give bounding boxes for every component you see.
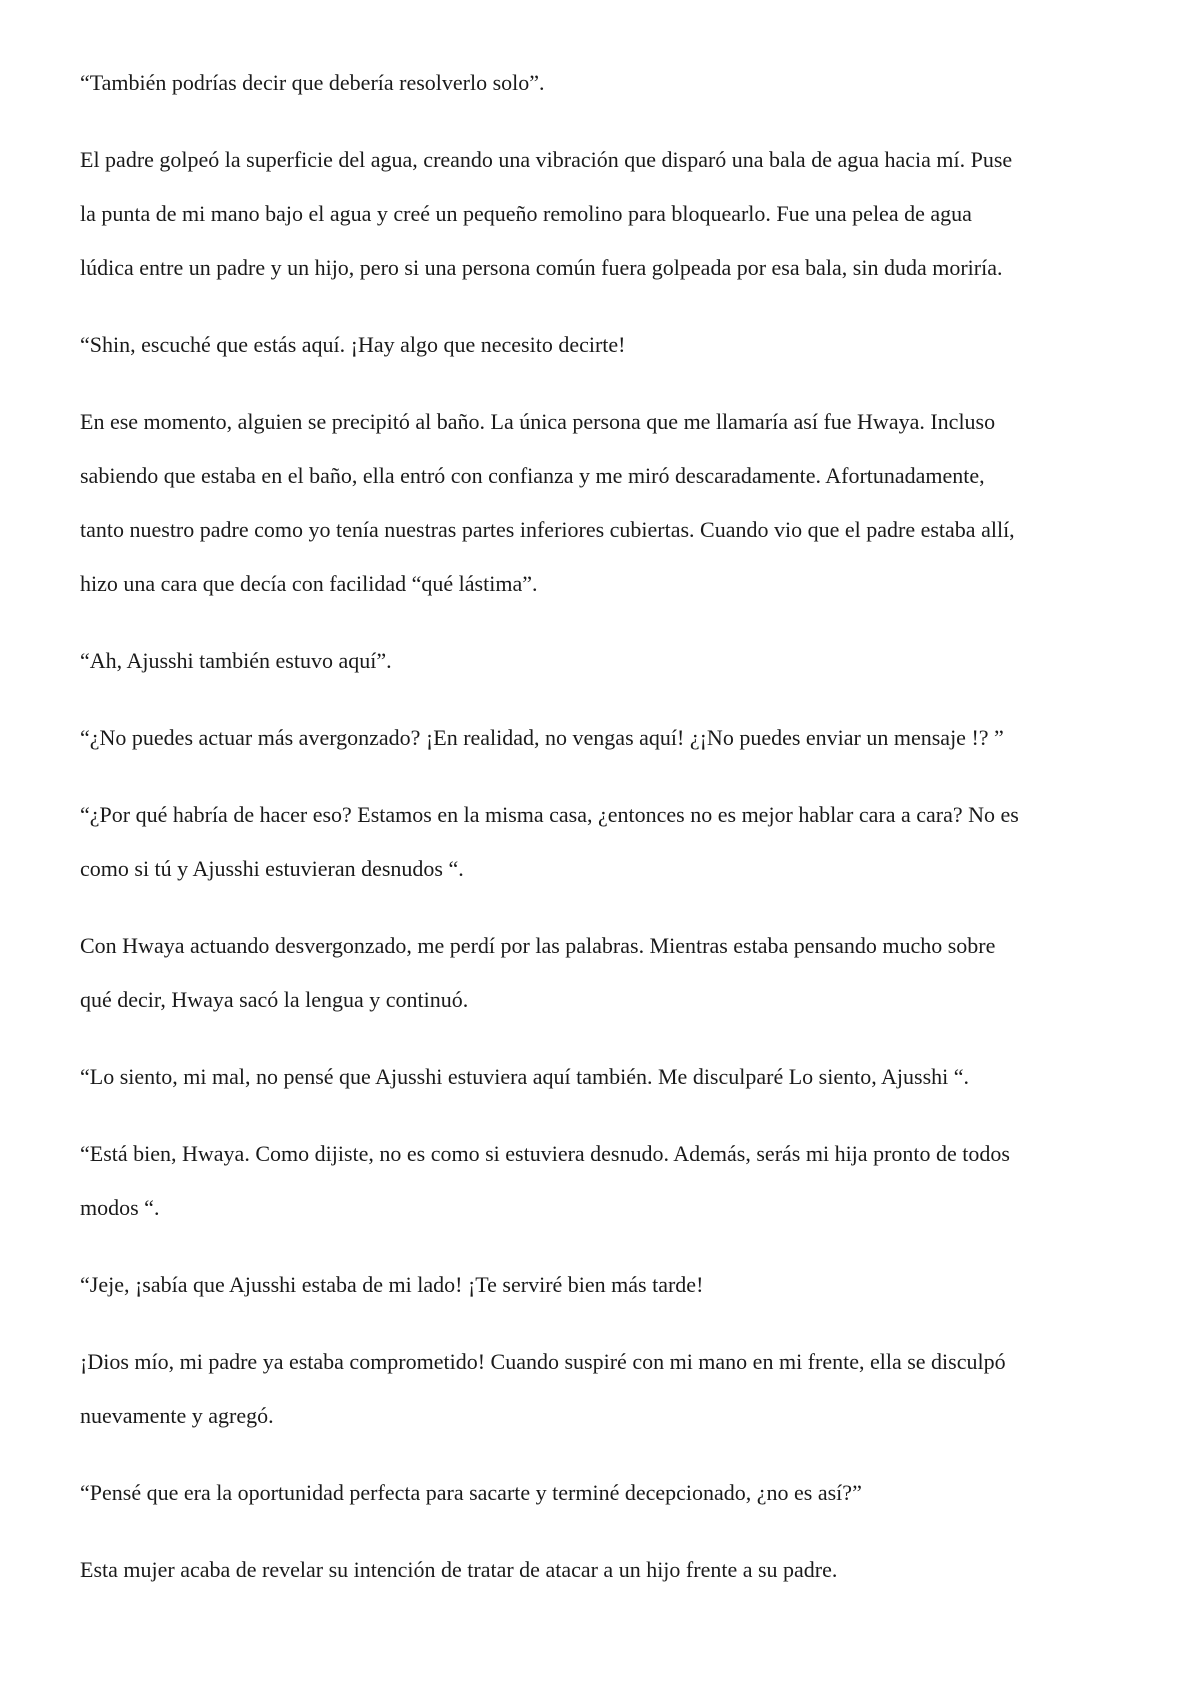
text-line: “Shin, escuché que estás aquí. ¡Hay algo que necesito decirte!: [80, 332, 626, 357]
text-line: El padre golpeó la superficie del agua, creando una vibración que disparó una bala de agua hacia mí. Puse: [80, 147, 1013, 172]
text-line: Con Hwaya actuando desvergonzado, me perdí por las palabras. Mientras estaba pensando mucho sobre: [80, 933, 996, 958]
paragraph: [80, 1543, 1125, 1597]
paragraph: [80, 711, 1125, 765]
text-line: “Ah, Ajusshi también estuvo aquí”.: [80, 648, 392, 673]
text-line: “Está bien, Hwaya. Como dijiste, no es como si estuviera desnudo. Además, serás mi hija pronto de todos: [80, 1141, 1010, 1166]
paragraph: [80, 1050, 1125, 1104]
text-line: hizo una cara que decía con facilidad “qué lástima”.: [80, 571, 538, 596]
text-line: la punta de mi mano bajo el agua y creé un pequeño remolino para bloquearlo. Fue una pelea de agua: [80, 201, 972, 226]
text-line: “Jeje, ¡sabía que Ajusshi estaba de mi lado! ¡Te serviré bien más tarde!: [80, 1272, 704, 1297]
paragraph: [80, 1258, 1125, 1312]
paragraph: [80, 1127, 1125, 1235]
paragraph: [80, 634, 1125, 688]
text-line: “Lo siento, mi mal, no pensé que Ajusshi estuviera aquí también. Me disculparé Lo siento, Ajusshi “.: [80, 1064, 970, 1089]
text-line: “Pensé que era la oportunidad perfecta para sacarte y terminé decepcionado, ¿no es así?”: [80, 1480, 862, 1505]
paragraph: [80, 395, 1125, 611]
text-line: nuevamente y agregó.: [80, 1403, 274, 1428]
paragraph: [80, 1466, 1125, 1520]
paragraph: [80, 56, 1125, 110]
text-line: En ese momento, alguien se precipitó al baño. La única persona que me llamaría así fue Hwaya. Incluso: [80, 409, 996, 434]
text-line: lúdica entre un padre y un hijo, pero si una persona común fuera golpeada por esa bala, sin duda moriría.: [80, 255, 1003, 280]
text-line: modos “.: [80, 1195, 160, 1220]
paragraph: [80, 1335, 1125, 1443]
paragraph: [80, 133, 1125, 295]
paragraph: [80, 788, 1125, 896]
text-line: “¿No puedes actuar más avergonzado? ¡En realidad, no vengas aquí! ¿¡No puedes enviar un mensaje !? ”: [80, 725, 1004, 750]
text-line: sabiendo que estaba en el baño, ella entró con confianza y me miró descaradamente. Afortunadamente,: [80, 463, 985, 488]
text-line: qué decir, Hwaya sacó la lengua y continuó.: [80, 987, 469, 1012]
paragraph: [80, 318, 1125, 372]
paragraph: [80, 919, 1125, 1027]
text-line: como si tú y Ajusshi estuvieran desnudos “.: [80, 856, 464, 881]
text-line: tanto nuestro padre como yo tenía nuestras partes inferiores cubiertas. Cuando vio que el padre estaba allí,: [80, 517, 1015, 542]
document-body: [80, 56, 1125, 1620]
text-line: “También podrías decir que debería resolverlo solo”.: [80, 70, 545, 95]
text-line: Esta mujer acaba de revelar su intención de tratar de atacar a un hijo frente a su padre.: [80, 1557, 838, 1582]
text-line: ¡Dios mío, mi padre ya estaba comprometido! Cuando suspiré con mi mano en mi frente, ella se disculpó: [80, 1349, 1006, 1374]
text-line: “¿Por qué habría de hacer eso? Estamos en la misma casa, ¿entonces no es mejor hablar cara a cara? No es: [80, 802, 1019, 827]
